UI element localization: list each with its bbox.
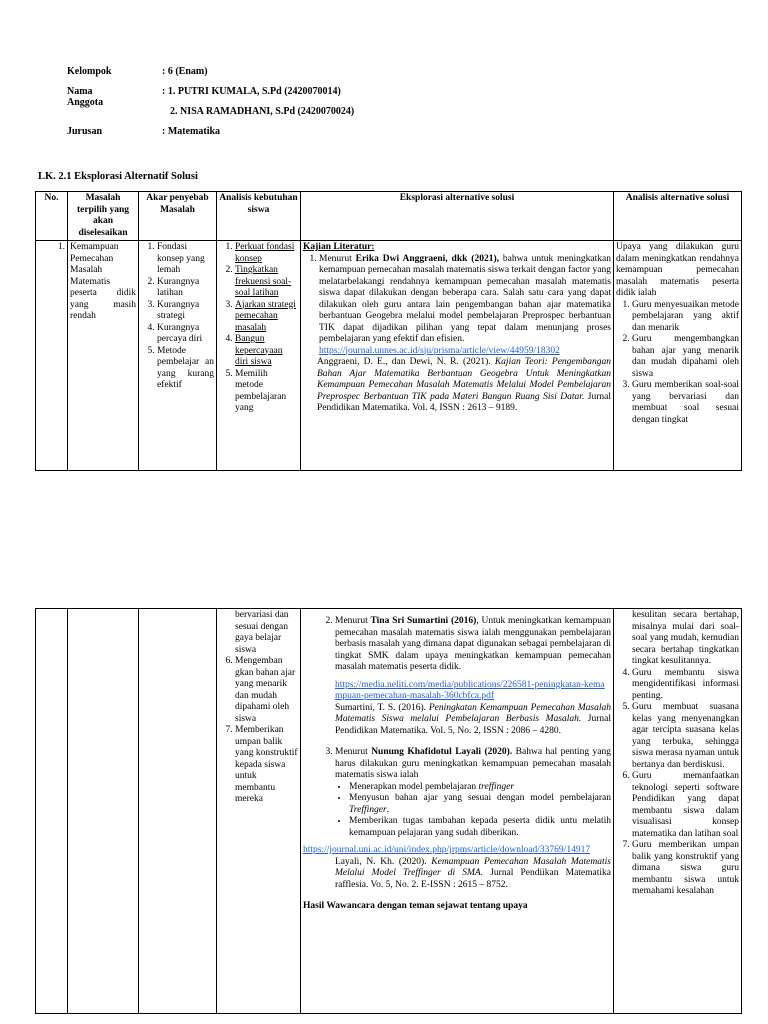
row-number-empty — [36, 609, 68, 1014]
list-item: 6. Guru memanfaatkan teknologi seperti software Pendidikan yang dapat membantu siswa dalam visualisasi konsep matematika dan latihan soal — [632, 771, 739, 840]
reference-2 — [335, 703, 611, 738]
literature-list — [303, 254, 611, 358]
ref-text: Jurnal Pendidikan Matematika. Vol. 4, ISSN : 2613 – 9189. — [317, 391, 611, 413]
hasil-wawancara: Hasil Wawancara dengan teman sejawat tentang upaya — [303, 901, 528, 911]
bullet-italic: treffinger — [478, 781, 515, 792]
list-item: 7. Memberikan umpan balik yang konstruktif kepada siswa untuk membantu mereka — [235, 725, 298, 806]
ref-text: Sumartini, T. S. (2016). — [335, 702, 429, 713]
kelompok-value: : 6 (Enam) — [162, 66, 208, 77]
list-item: 6. Mengemban gkan bahan ajar yang menarik dan mudah dipahami oleh siswa — [235, 656, 298, 725]
kebutuhan-list — [219, 242, 298, 415]
lit-text: Menurut — [335, 616, 371, 626]
list-item: 3. Kurangnya strategi — [157, 300, 214, 323]
header-kebutuhan: Analisis kebutuhan siswa — [217, 192, 301, 241]
document-page-2 — [0, 608, 768, 1024]
lk-title: LK. 2.1 Eksplorasi Alternatif Solusi — [38, 171, 198, 182]
kebutuhan-list-cont — [219, 656, 298, 806]
lit-text: Menurut — [319, 253, 356, 264]
literature-item-1 — [319, 254, 611, 358]
literature-item-3 — [335, 747, 611, 839]
analisis-cell-cont — [614, 609, 742, 1014]
list-item: 5. Metode pembelajar an yang kurang efektif — [157, 346, 214, 392]
list-item: 7. Guru memberikan umpan balik yang konstruktif yang dimana siswa guru membantu siswa untuk memahami kesalahan — [632, 840, 739, 898]
jurusan-label: Jurusan — [67, 126, 103, 137]
ref-text: Layali, N. Kh. (2020). — [335, 856, 432, 867]
lit-text: Menurut — [335, 747, 372, 757]
list-item: 4. Kurangnya percaya diri — [157, 323, 214, 346]
ref-text: Anggraeni, D. E., dan Dewi, N. R. (2021). — [317, 357, 495, 367]
lit3-bullets — [335, 782, 611, 840]
analisis-list — [616, 300, 739, 427]
lit-author: Erika Dwi Anggraeni, dkk (2021), — [355, 253, 499, 264]
ref-title: Peningkatan Kemampuan Pemecahan Masalah Matematis Siswa melalui Pembelajaran Berbasis Masalah. — [335, 702, 611, 724]
list-item: 5. Guru membuat suasana kelas yang menyenangkan agar tercipta suasana kelas yang terbuka, sehingga siswa merasa nyaman untuk bertanya dan berdiskusi. — [632, 702, 739, 771]
list-item: 4. Bangun kepercayaan diri siswa — [235, 334, 298, 369]
journal-link-3[interactable]: https://journal.uni.ac.id/uni/index.php/jrpms/article/download/33769/14917 — [303, 845, 591, 855]
anggota-label: Nama Anggota — [67, 86, 104, 108]
kelompok-label: Kelompok — [67, 66, 112, 77]
list-item: 2. Kurangnya latihan — [157, 277, 214, 300]
header-no: No. — [36, 192, 68, 241]
list-item: 1. Perkuat fondasi konsep — [235, 242, 298, 265]
bullet-italic: Treffinger — [349, 804, 387, 815]
analisis-list-cont — [616, 668, 739, 898]
header-eksplorasi: Eksplorasi alternative solusi — [301, 192, 614, 241]
list-item: 2. Tingkatkan frekuensi soal-soal latihan — [235, 265, 298, 300]
list-item: 3. Ajarkan strategi pemecahan masalah — [235, 300, 298, 335]
bullet-text: Menerapkan model pembelajaran — [349, 781, 479, 792]
header-akar: Akar penyebab Masalah — [139, 192, 217, 241]
lit-text: bahwa untuk meningkatkan kemampuan pemecahan masalah matematis siswa terkait dengan factor yang melatarbelakangi rendahnya kemampuan pemecahan masalah matematis siswa dapat dilakukan dengan beberapa cara. Salah satu cara yang dapat dilakukan oleh guru antara lain pengembangan bahan ajar matematika berbantuan Geogebra melalui model pembelajaran Preprospec berbantuan TIK dapat dijadikan pilihan yang tepat dalam menunjang proses pembelajaran yang efektif dan efisien. — [319, 253, 611, 344]
kajian-heading: Kajian Literatur: — [303, 242, 375, 252]
list-item: 1. Fondasi konsep yang lemah — [157, 242, 214, 277]
list-item: 1. Guru menyesuaikan metode pembelajaran yang aktif dan menarik — [632, 300, 739, 335]
list-item: 5. Memilih metode pembelajaran yang — [235, 369, 298, 415]
lit-author: Nunung Khafidotul Layali (2020). — [371, 747, 513, 757]
kebutuhan-cell — [217, 241, 301, 471]
table-row — [36, 609, 742, 1014]
list-item — [349, 782, 611, 794]
analisis-cell — [614, 241, 742, 471]
exploration-table-part-1 — [35, 191, 742, 471]
ref-text: Jurnal Pendiikan Matematika rafflesia. Vo. 5, No. 2. E-ISSN : 2615 – 8752. — [335, 868, 611, 890]
literature-item-2 — [335, 616, 611, 737]
bullet-text: Menyusun bahan ajar yang sesuai dengan model pembelajaran — [349, 793, 611, 803]
header-analisis: Analisis alternative solusi — [614, 192, 742, 241]
ref-text: Jurnal Pendidikan Matematika. Vol. 5, No. 2, ISSN : 2086 – 4280. — [335, 714, 612, 736]
ref-title: Kajian Teori: Pengembangan Bahan Ajar Matematika Berbantuan Geogebra Untuk Meningkatkan Kemampuan Pemecahan Masalah Matematis Melalui Model Pembelajaran Preprospec Berbantuan TIK pada Materi Bangun Ruang Sisi Datar. — [317, 357, 611, 402]
page-gap — [0, 575, 768, 608]
anggota-2: 2. NISA RAMADHANI, S.Pd (2420070024) — [170, 106, 355, 117]
akar-cell — [139, 241, 217, 471]
ref-title: Kemampuan Pemecahan Masalah Matematis Melalui Model Treffinger di SMA. — [335, 856, 611, 878]
analisis-continued: kesulitan secara bertahap, misalnya mulai dari soal-soal yang mudah, kemudian secara bertahap tingkatkan tingkat kesulitannya. — [632, 610, 739, 666]
journal-link-2[interactable]: https://media.neliti.com/media/publications/226581-peningkatan-kemampuan-pemecahan-masalah-360cbfca.pdf — [335, 679, 605, 701]
akar-cell-empty — [139, 609, 217, 1014]
eksplorasi-cell-cont — [301, 609, 614, 1014]
row-number: 1. — [36, 241, 68, 471]
kebutuhan-continued: bervariasi dan sesuai dengan gaya belajar siswa — [235, 610, 289, 655]
akar-list — [141, 242, 214, 392]
masalah-cell-empty — [68, 609, 139, 1014]
journal-link-1[interactable]: https://journal.unnes.ac.id/sju/prisma/article/view/44959/18302 — [319, 345, 560, 356]
reference-3 — [303, 857, 611, 892]
table-header-row — [36, 192, 742, 241]
list-item — [349, 793, 611, 816]
list-item: 4. Guru membantu siswa mengidentifikasi informasi penting. — [632, 668, 739, 703]
reference-1 — [303, 357, 611, 415]
list-item: • Memberikan tugas tambahan kepada peserta didik untu melatih kemampuan pelajaran yang sudah diberikan. — [349, 816, 611, 839]
table-row — [36, 241, 742, 471]
header-masalah: Masalah terpilih yang akan diselesaikan — [68, 192, 139, 241]
anggota-1: : 1. PUTRI KUMALA, S.Pd (2420070014) — [162, 86, 341, 97]
list-item: 3. Guru memberikan soal-soal yang bervariasi dan membuat soal sesuai dengan tingkat — [632, 380, 739, 426]
literature-list-cont — [303, 616, 611, 839]
lit-text: , Untuk meningkatkan kemampuan pemecahan masalah matematis siswa ialah menggunakan pembelajaran berbasis masalah yang dimana dapat digunakan sebagai pembelajaran di tingkat SMK dalam upaya meningkatkan kemampuan pemecahan masalah matematis peserta didik. — [335, 616, 612, 672]
masalah-cell: Kemampuan Pemecahan Masalah Matematis peserta didik yang masih rendah — [68, 241, 139, 471]
exploration-table-part-2 — [35, 608, 742, 1014]
lit-author: Tina Sri Sumartini (2016) — [370, 616, 477, 626]
eksplorasi-cell — [301, 241, 614, 471]
list-item: 2. Guru mengembangkan bahan ajar yang menarik dan mudah dipahami oleh siswa — [632, 334, 739, 380]
jurusan-value: : Matematika — [162, 126, 221, 137]
bullet-text: . — [386, 804, 390, 815]
lit-text: Bahwa hal penting yang harus dilakukan guru meningkatkan kemampuan pemecahan masalah matematis siswa ialah — [335, 747, 611, 780]
kebutuhan-cell-cont — [217, 609, 301, 1014]
analisis-intro: Upaya yang dilakukan guru dalam meningkatkan rendahnya kemampuan pemecahan masalah matematis peserta didik ialah — [616, 242, 739, 298]
